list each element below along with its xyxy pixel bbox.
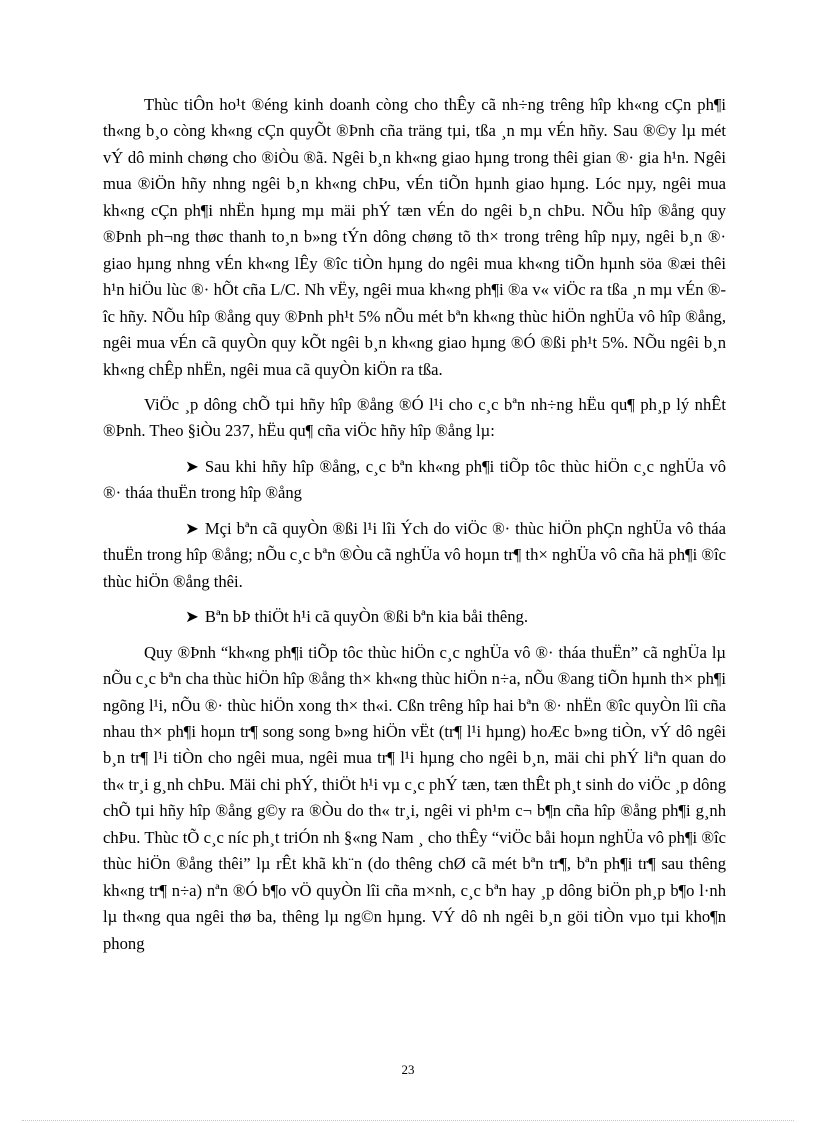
page-bottom-divider <box>22 1120 794 1121</box>
bullet-item-3 <box>103 604 726 630</box>
bullet-text-1: Sau khi hñy hîp ®ång, c¸c bªn kh«ng ph¶i tiÕp tôc thùc hiÖn c¸c nghÜa vô ®· tháa thuËn trong hîp ®ång <box>103 456 726 503</box>
bullet-item-1 <box>103 454 726 507</box>
bullet-text-2: Mçi bªn cã quyÒn ®ßi l¹i lîi Ých do viÖc ®· thùc hiÖn phÇn nghÜa vô tháa thuËn trong hîp ®ång; nÕu c¸c bªn ®Òu cã nghÜa vô hoµn tr¶ th× nghÜa vô cña hä ph¶i ®îc thùc hiÖn ®ång thêi. <box>103 518 726 591</box>
arrow-bullet-icon: ➤ <box>185 607 199 627</box>
paragraph-3: Quy ®Þnh “kh«ng ph¶i tiÕp tôc thùc hiÖn c¸c nghÜa vô ®· tháa thuËn” cã nghÜa lµ nÕu c¸c bªn cha thùc hiÖn hîp ®ång th× kh«ng thùc hiÖn n÷a, nÕu ®ang tiÕn hµnh th× ph¶i ngõng l¹i, nÕu ®· thùc hiÖn xong th× th«i. Cßn trêng hîp hai bªn ®· nhËn ®îc quyÒn lîi cña nhau th× ph¶i hoµn tr¶ song song b»ng hiÖn vËt (tr¶ l¹i hµng) hoÆc b»ng tiÒn, vÝ dô ngêi b¸n tr¶ l¹i tiÒn cho ngêi mua, ngêi mua tr¶ l¹i hµng cho ngêi b¸n, mäi chi phÝ liªn quan do th« tr¸i g¸nh chÞu. Mäi chi phÝ, thiÖt h¹i vµ c¸c phÝ tæn, tæn thÊt ph¸t sinh do viÖc ¸p dông chÕ tµi hñy hîp ®ång g©y ra ®Òu do th« tr¸i, ngêi vi ph¹m c¬ b¶n cña hîp ®ång ph¶i g¸nh chÞu. Thùc tÕ c¸c níc ph¸t triÓn nh §«ng Nam ¸ cho thÊy “viÖc båi hoµn nghÜa vô ph¶i ®îc thùc hiÖn ®ång thêi” lµ rÊt khã kh¨n (do thêng chØ cã mét bªn tr¶, bªn ph¶i tr¶ sau thêng kh«ng tr¶ n÷a) nªn ®Ó b¶o vÖ quyÒn lîi cña m×nh, c¸c bªn hay ¸p dông biÖn ph¸p b¶o l·nh lµ th«ng qua ngêi thø ba, thêng lµ ng©n hµng. VÝ dô nh ngêi b¸n göi tiÒn vµo tµi kho¶n phong <box>103 642 726 953</box>
paragraph-2: ViÖc ¸p dông chÕ tµi hñy hîp ®ång ®Ó l¹i cho c¸c bªn nh÷ng hËu qu¶ ph¸p lý nhÊt ®Þnh. Theo §iÒu 237, hËu qu¶ cña viÖc hñy hîp ®ång lµ: <box>103 394 726 441</box>
paragraph-1: Thùc tiÔn ho¹t ®éng kinh doanh còng cho thÊy cã nh÷ng trêng hîp kh«ng cÇn ph¶i th«ng b¸o còng kh«ng cÇn quyÕt ®Þnh cña träng tµi, tßa ¸n mµ vÉn hñy. Sau ®©y lµ mét vÝ dô minh chøng cho ®iÒu ®ã. Ngêi b¸n kh«ng giao hµng trong thêi gian ®· gia h¹n. Ngêi mua ®iÖn hñy nhng ngêi b¸n kh«ng chÞu, vÉn tiÕn hµnh giao hµng. Lóc nµy, ngêi mua kh«ng cÇn ph¶i nhËn hµng mµ mäi phÝ tæn vÉn do ngêi b¸n chÞu. NÕu hîp ®ång quy ®Þnh ph¬ng thøc thanh to¸n b»ng tÝn dông chøng tõ th× trong trêng hîp nµy, ngêi b¸n ®· giao hµng nhng vÉn kh«ng lÊy ®îc tiÒn hµng do ngêi mua kh«ng tiÕn hµnh söa ®æi thêi h¹n hiÖu lùc ®· hÕt cña L/C. Nh vËy, ngêi mua kh«ng ph¶i ®a v« viÖc ra tßa ¸n mµ vÉn ®îc hñy. NÕu hîp ®ång quy ®Þnh ph¹t 5% nÕu mét bªn kh«ng thùc hiÖn nghÜa vô hîp ®ång, ngêi mua vÉn cã quyÒn quy kÕt ngêi b¸n kh«ng giao hµng ®Ó ®ßi ph¹t 5%. NÕu ngêi b¸n kh«ng chÊp nhËn, ngêi mua cã quyÒn kiÖn ra tßa. <box>103 95 726 379</box>
document-body <box>103 92 726 957</box>
bullet-item-2 <box>103 516 726 595</box>
arrow-bullet-icon: ➤ <box>185 456 199 476</box>
arrow-bullet-icon: ➤ <box>185 518 199 538</box>
page-number: 23 <box>401 1062 415 1077</box>
bullet-text-3: Bªn bÞ thiÖt h¹i cã quyÒn ®ßi bªn kia båi thêng. <box>204 607 528 627</box>
